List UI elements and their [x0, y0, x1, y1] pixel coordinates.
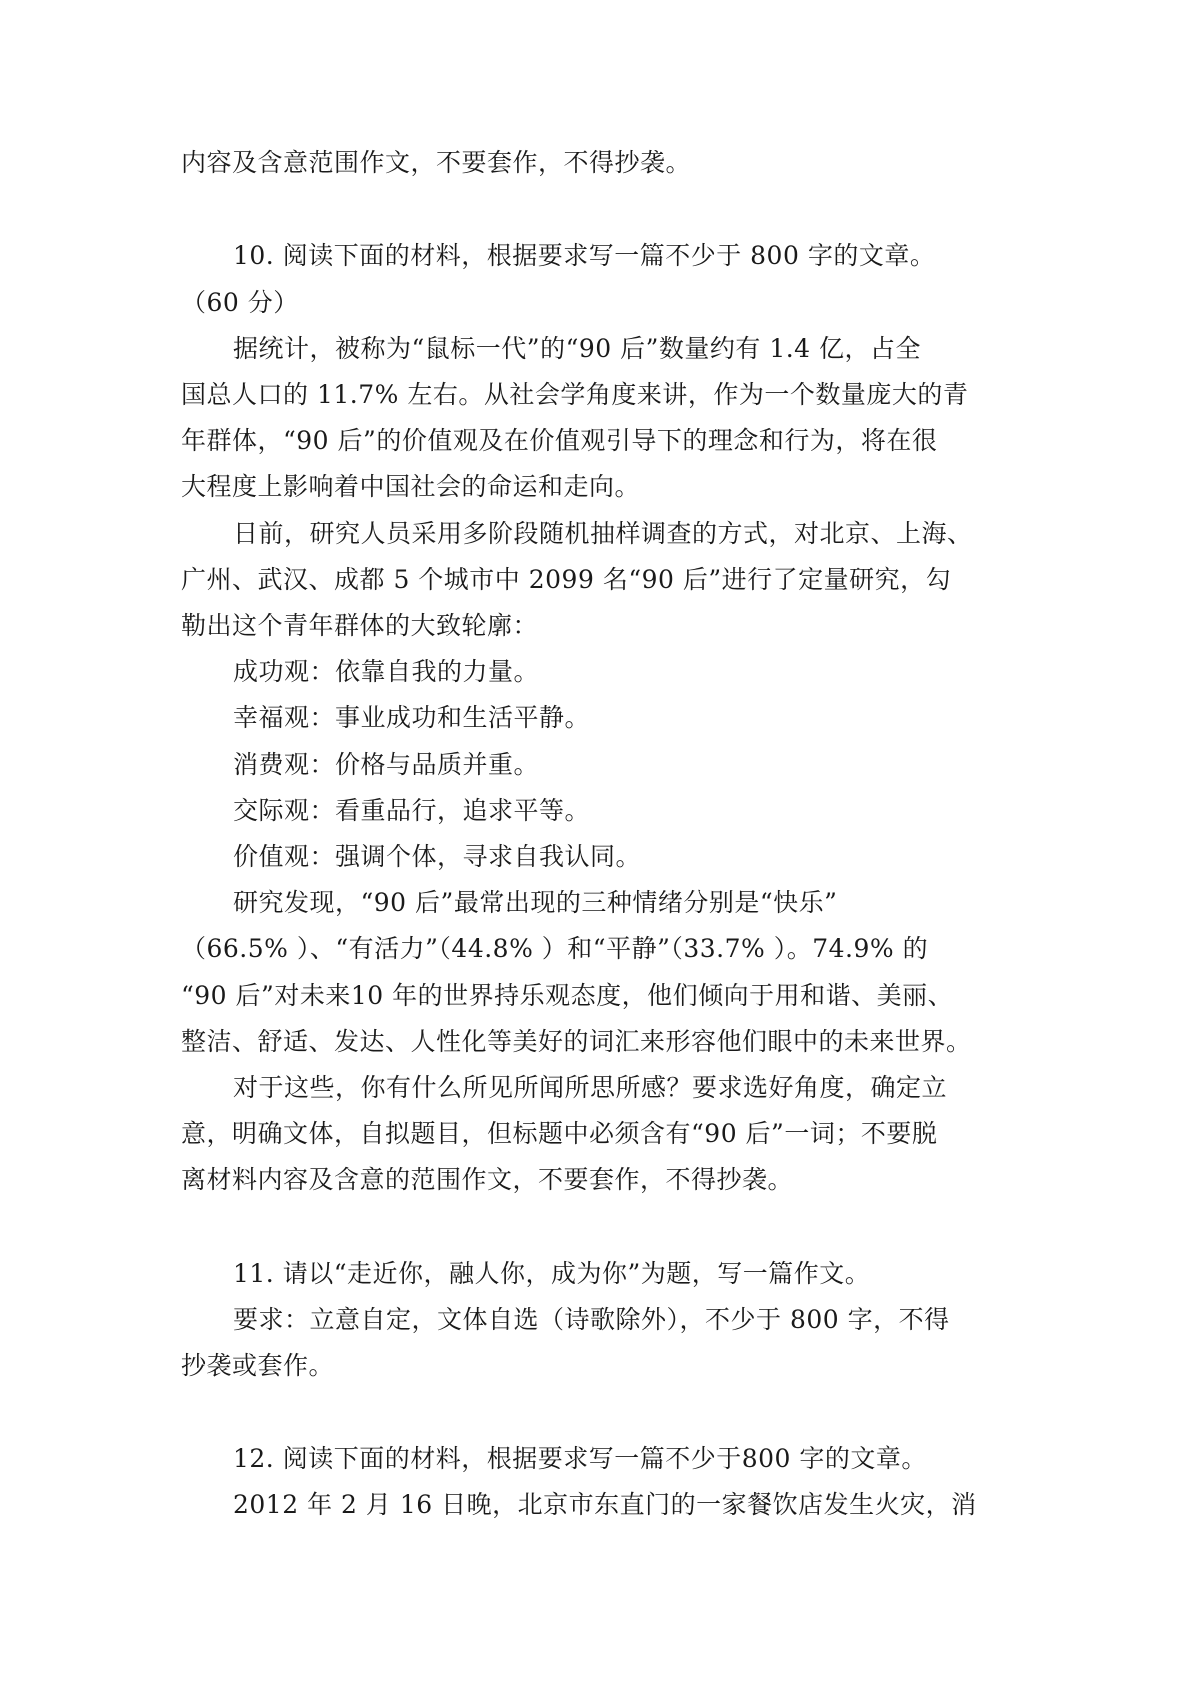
text-line: 广州、武汉、成都 5 个城市中 2099 名“90 后”进行了定量研究，勾 [181, 565, 952, 594]
question-11-heading: 11. 请以“走近你，融人你，成为你”为题，写一篇作文。 [233, 1259, 871, 1288]
text-line: 大程度上影响着中国社会的命运和走向。 [181, 472, 641, 501]
text-line: （66.5% ）、“有活力”（44.8% ）和“平静”（33.7% ）。74.9% 的 [181, 934, 929, 963]
question-12-heading: 12. 阅读下面的材料，根据要求写一篇不少于800 字的文章。 [233, 1444, 927, 1473]
text-line: 意，明确文体，自拟题目，但标题中必须含有“90 后”一词；不要脱 [181, 1119, 938, 1148]
text-line: 要求：立意自定，文体自选（诗歌除外），不少于 800 字，不得 [233, 1305, 950, 1334]
list-item: 消费观：价格与品质并重。 [233, 750, 540, 779]
text-line: 抄袭或套作。 [181, 1351, 335, 1380]
list-item: 幸福观：事业成功和生活平静。 [233, 703, 591, 732]
text-line: 年群体，“90 后”的价值观及在价值观引导下的理念和行为，将在很 [181, 426, 938, 455]
text-line: 离材料内容及含意的范围作文，不要套作，不得抄袭。 [181, 1165, 794, 1194]
text-line: 日前，研究人员采用多阶段随机抽样调查的方式，对北京、上海、 [233, 519, 973, 548]
text-line: （60 分） [181, 288, 299, 317]
text-line: 国总人口的 11.7% 左右。从社会学角度来讲，作为一个数量庞大的青 [181, 380, 969, 409]
question-10-heading: 10. 阅读下面的材料，根据要求写一篇不少于 800 字的文章。 [233, 241, 936, 270]
text-line: 内容及含意范围作文，不要套作，不得抄袭。 [181, 148, 692, 177]
text-line: “90 后”对未来10 年的世界持乐观态度，他们倾向于用和谐、美丽、 [181, 981, 954, 1010]
list-item: 价值观：强调个体，寻求自我认同。 [233, 842, 642, 871]
text-line: 勒出这个青年群体的大致轮廓： [181, 611, 539, 640]
list-item: 成功观：依靠自我的力量。 [233, 657, 540, 686]
list-item: 交际观：看重品行，追求平等。 [233, 796, 591, 825]
text-line: 研究发现，“90 后”最常出现的三种情绪分别是“快乐” [233, 888, 838, 917]
text-line: 整洁、舒适、发达、人性化等美好的词汇来形容他们眼中的未来世界。 [181, 1027, 972, 1056]
text-line: 2012 年 2 月 16 日晚，北京市东直门的一家餐饮店发生火灾，消 [233, 1490, 977, 1519]
text-line: 据统计，被称为“鼠标一代”的“90 后”数量约有 1.4 亿，占全 [233, 334, 922, 363]
text-line: 对于这些，你有什么所见所闻所思所感？要求选好角度，确定立 [233, 1073, 948, 1102]
